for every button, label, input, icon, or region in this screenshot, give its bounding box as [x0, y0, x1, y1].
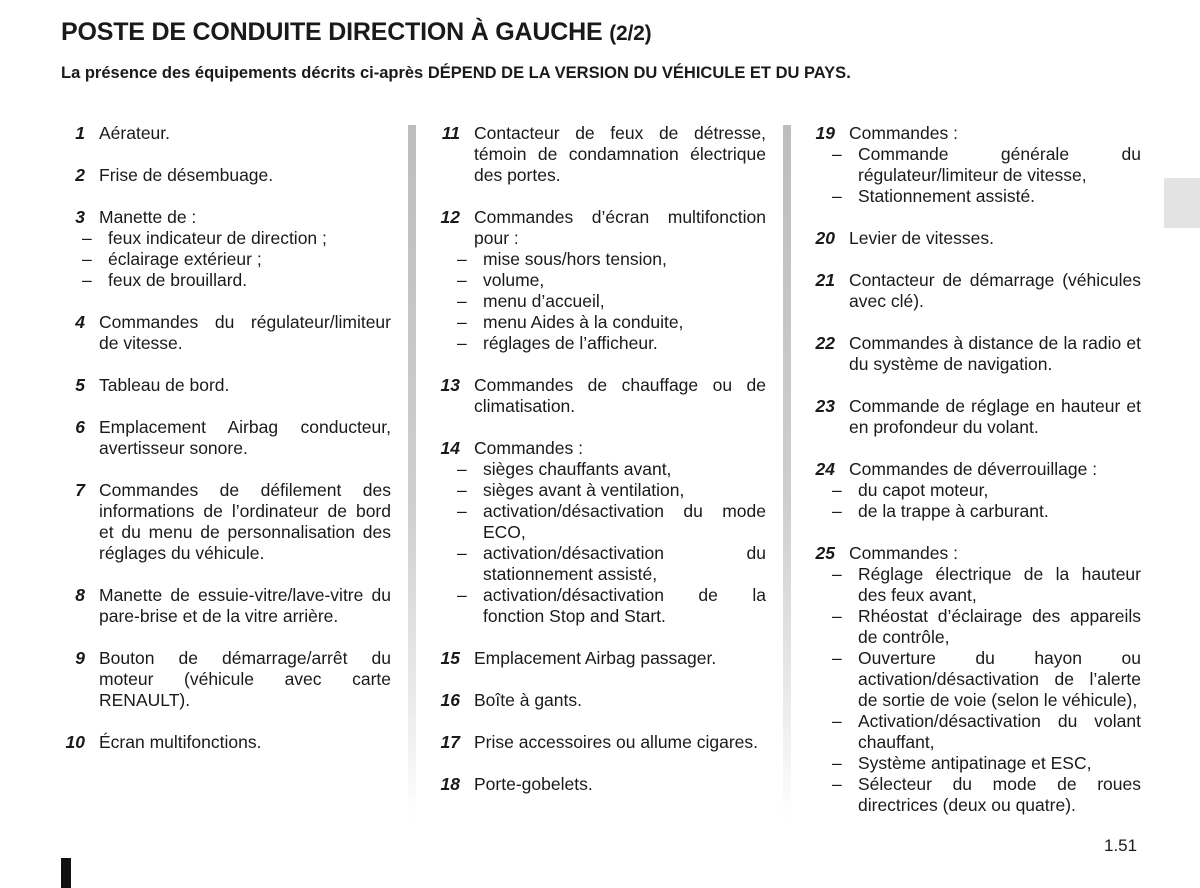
sub-item-text: feux indicateur de direction ;: [108, 228, 327, 248]
sub-item: [436, 249, 766, 270]
item-number: 6: [75, 417, 85, 437]
list-item: [436, 690, 766, 711]
list-item: [61, 312, 391, 354]
list-item: [436, 207, 766, 354]
page-subtitle: La présence des équipements décrits ci-après DÉPEND DE LA VERSION DU VÉHICULE ET DU PAYS.: [61, 64, 851, 82]
sub-item: [61, 228, 391, 249]
item-text: Commandes :: [474, 438, 583, 458]
item-number: 25: [815, 543, 835, 563]
item-text: Bouton de démarrage/arrêt du moteur (véhicule avec carte RENAULT).: [99, 648, 391, 710]
sub-list: [832, 480, 1141, 522]
sub-item: [811, 564, 1141, 606]
item-number: 19: [815, 123, 835, 143]
sub-item-text: éclairage extérieur ;: [108, 249, 262, 269]
sub-list: [832, 564, 1141, 816]
item-text: Commandes de déverrouillage :: [849, 459, 1098, 479]
sub-item: [811, 501, 1141, 522]
list-item: [61, 732, 391, 753]
dash-bullet: –: [832, 144, 842, 164]
item-text: Emplacement Airbag passager.: [474, 648, 717, 668]
column-1: [61, 123, 391, 774]
item-text: Commandes à distance de la radio et du système de navigation.: [849, 333, 1141, 374]
sub-item-text: Réglage électrique de la hauteur des feux avant,: [858, 564, 1141, 605]
dash-bullet: –: [82, 270, 92, 290]
item-text: Commandes de chauffage ou de climatisation.: [474, 375, 766, 416]
dash-bullet: –: [457, 333, 467, 353]
sub-item: [436, 459, 766, 480]
item-text: Prise accessoires ou allume cigares.: [474, 732, 759, 752]
dash-bullet: –: [832, 753, 842, 773]
item-number: 3: [75, 207, 85, 227]
list-item: [436, 648, 766, 669]
sub-item-text: activation/désactivation du mode ECO,: [483, 501, 766, 542]
sub-item: [61, 270, 391, 291]
sub-item-text: sièges chauffants avant,: [483, 459, 672, 479]
sub-item-text: Commande générale du régulateur/limiteur de vitesse,: [858, 144, 1141, 185]
sub-item: [436, 480, 766, 501]
sub-item: [61, 249, 391, 270]
item-text: Commande de réglage en hauteur et en profondeur du volant.: [849, 396, 1141, 437]
sub-item-text: du capot moteur,: [858, 480, 989, 500]
dash-bullet: –: [457, 249, 467, 269]
sub-item: [811, 144, 1141, 186]
item-text: Commandes :: [849, 543, 958, 563]
dash-bullet: –: [82, 249, 92, 269]
item-text: Levier de vitesses.: [849, 228, 994, 248]
dash-bullet: –: [82, 228, 92, 248]
dash-bullet: –: [832, 774, 842, 794]
sub-item-text: Système antipatinage et ESC,: [858, 753, 1092, 773]
sub-item-text: Rhéostat d’éclairage des appareils de contrôle,: [858, 606, 1141, 647]
sub-item-text: menu d’accueil,: [483, 291, 605, 311]
sub-item-text: Ouverture du hayon ou activation/désactivation de l’alerte de sortie de voie (selon le véhicule),: [858, 648, 1141, 710]
item-number: 17: [440, 732, 460, 752]
sub-item: [811, 753, 1141, 774]
sub-item: [811, 648, 1141, 711]
item-number: 11: [441, 123, 460, 143]
dash-bullet: –: [457, 291, 467, 311]
list-item: [811, 123, 1141, 207]
item-text: Commandes de défilement des informations de l’ordinateur de bord et du menu de personnalisation des réglages du véhicule.: [99, 480, 391, 563]
list-item: [61, 207, 391, 291]
item-number: 1: [75, 123, 85, 143]
sub-item: [436, 291, 766, 312]
dash-bullet: –: [457, 543, 467, 563]
sub-item-text: Stationnement assisté.: [858, 186, 1036, 206]
item-number: 12: [440, 207, 460, 227]
item-number: 18: [440, 774, 460, 794]
dash-bullet: –: [457, 270, 467, 290]
item-text: Contacteur de feux de détresse, témoin de condamnation électrique des portes.: [474, 123, 766, 185]
dash-bullet: –: [457, 480, 467, 500]
list-item: [61, 480, 391, 564]
item-text: Commandes du régulateur/limiteur de vitesse.: [99, 312, 391, 353]
item-text: Contacteur de démarrage (véhicules avec clé).: [849, 270, 1141, 311]
sub-item-text: activation/désactivation du stationnement assisté,: [483, 543, 766, 584]
sub-item: [436, 333, 766, 354]
column-3: [811, 123, 1141, 837]
item-number: 16: [440, 690, 460, 710]
list-item: [811, 459, 1141, 522]
item-text: Frise de désembuage.: [99, 165, 274, 185]
list-item: [436, 375, 766, 417]
item-number: 24: [815, 459, 835, 479]
list-item: [61, 123, 391, 144]
dash-bullet: –: [457, 312, 467, 332]
dash-bullet: –: [832, 648, 842, 668]
sub-item-text: de la trappe à carburant.: [858, 501, 1049, 521]
item-number: 21: [815, 270, 835, 290]
sub-item-text: activation/désactivation de la fonction Stop and Start.: [483, 585, 766, 626]
list-item: [61, 648, 391, 711]
list-item: [811, 228, 1141, 249]
sub-item: [436, 585, 766, 627]
column-2: [436, 123, 766, 816]
page-title: [61, 18, 651, 47]
dash-bullet: –: [832, 186, 842, 206]
sub-item-text: Activation/désactivation du volant chauffant,: [858, 711, 1141, 752]
sub-item: [811, 606, 1141, 648]
dash-bullet: –: [832, 501, 842, 521]
item-text: Porte-gobelets.: [474, 774, 593, 794]
item-text: Boîte à gants.: [474, 690, 582, 710]
sub-item: [811, 711, 1141, 753]
sub-item: [436, 501, 766, 543]
item-number: 15: [440, 648, 460, 668]
item-number: 4: [75, 312, 85, 332]
sub-item: [811, 774, 1141, 816]
dash-bullet: –: [832, 606, 842, 626]
sub-list: [832, 144, 1141, 207]
sub-list: [457, 459, 766, 627]
sub-list: [457, 249, 766, 354]
item-number: 7: [75, 480, 85, 500]
item-text: Emplacement Airbag conducteur, avertisseur sonore.: [99, 417, 391, 458]
list-item: [811, 396, 1141, 438]
sub-item: [811, 480, 1141, 501]
list-item: [811, 543, 1141, 816]
list-item: [436, 774, 766, 795]
item-number: 2: [75, 165, 85, 185]
list-item: [61, 417, 391, 459]
dash-bullet: –: [457, 501, 467, 521]
dash-bullet: –: [457, 459, 467, 479]
item-number: 10: [65, 732, 85, 752]
list-item: [436, 732, 766, 753]
item-number: 9: [75, 648, 85, 668]
corner-mark: [61, 858, 71, 888]
item-number: 22: [815, 333, 835, 353]
page-title-suffix: (2/2): [609, 22, 652, 45]
sub-item-text: mise sous/hors tension,: [483, 249, 667, 269]
sub-item-text: Sélecteur du mode de roues directrices (deux ou quatre).: [858, 774, 1141, 815]
dash-bullet: –: [832, 480, 842, 500]
section-thumb-tab: [1164, 178, 1200, 228]
list-item: [811, 270, 1141, 312]
list-item: [436, 438, 766, 627]
list-item: [61, 375, 391, 396]
sub-item-text: sièges avant à ventilation,: [483, 480, 685, 500]
sub-list: [82, 228, 391, 291]
list-item: [61, 585, 391, 627]
item-text: Manette de :: [99, 207, 197, 227]
sub-item-text: réglages de l’afficheur.: [483, 333, 658, 353]
dash-bullet: –: [832, 564, 842, 584]
dash-bullet: –: [457, 585, 467, 605]
sub-item-text: feux de brouillard.: [108, 270, 248, 290]
sub-item-text: menu Aides à la conduite,: [483, 312, 684, 332]
item-text: Aérateur.: [99, 123, 171, 143]
column-divider: [408, 125, 416, 820]
item-number: 20: [815, 228, 835, 248]
list-item: [61, 165, 391, 186]
item-text: Manette de essuie-vitre/lave-vitre du pare-brise et de la vitre arrière.: [99, 585, 391, 626]
item-number: 13: [440, 375, 460, 395]
item-number: 8: [75, 585, 85, 605]
page-number: 1.51: [1104, 836, 1138, 855]
item-number: 5: [75, 375, 85, 395]
column-divider: [783, 125, 791, 820]
item-text: Écran multifonctions.: [99, 732, 262, 752]
list-item: [811, 333, 1141, 375]
item-text: Commandes :: [849, 123, 958, 143]
item-number: 14: [440, 438, 460, 458]
list-item: [436, 123, 766, 186]
sub-item: [811, 186, 1141, 207]
item-text: Tableau de bord.: [99, 375, 230, 395]
dash-bullet: –: [832, 711, 842, 731]
sub-item: [436, 312, 766, 333]
sub-item: [436, 270, 766, 291]
item-text: Commandes d’écran multifonction pour :: [474, 207, 766, 248]
sub-item: [436, 543, 766, 585]
page-title-main: POSTE DE CONDUITE DIRECTION À GAUCHE: [61, 18, 610, 46]
sub-item-text: volume,: [483, 270, 545, 290]
item-number: 23: [815, 396, 835, 416]
